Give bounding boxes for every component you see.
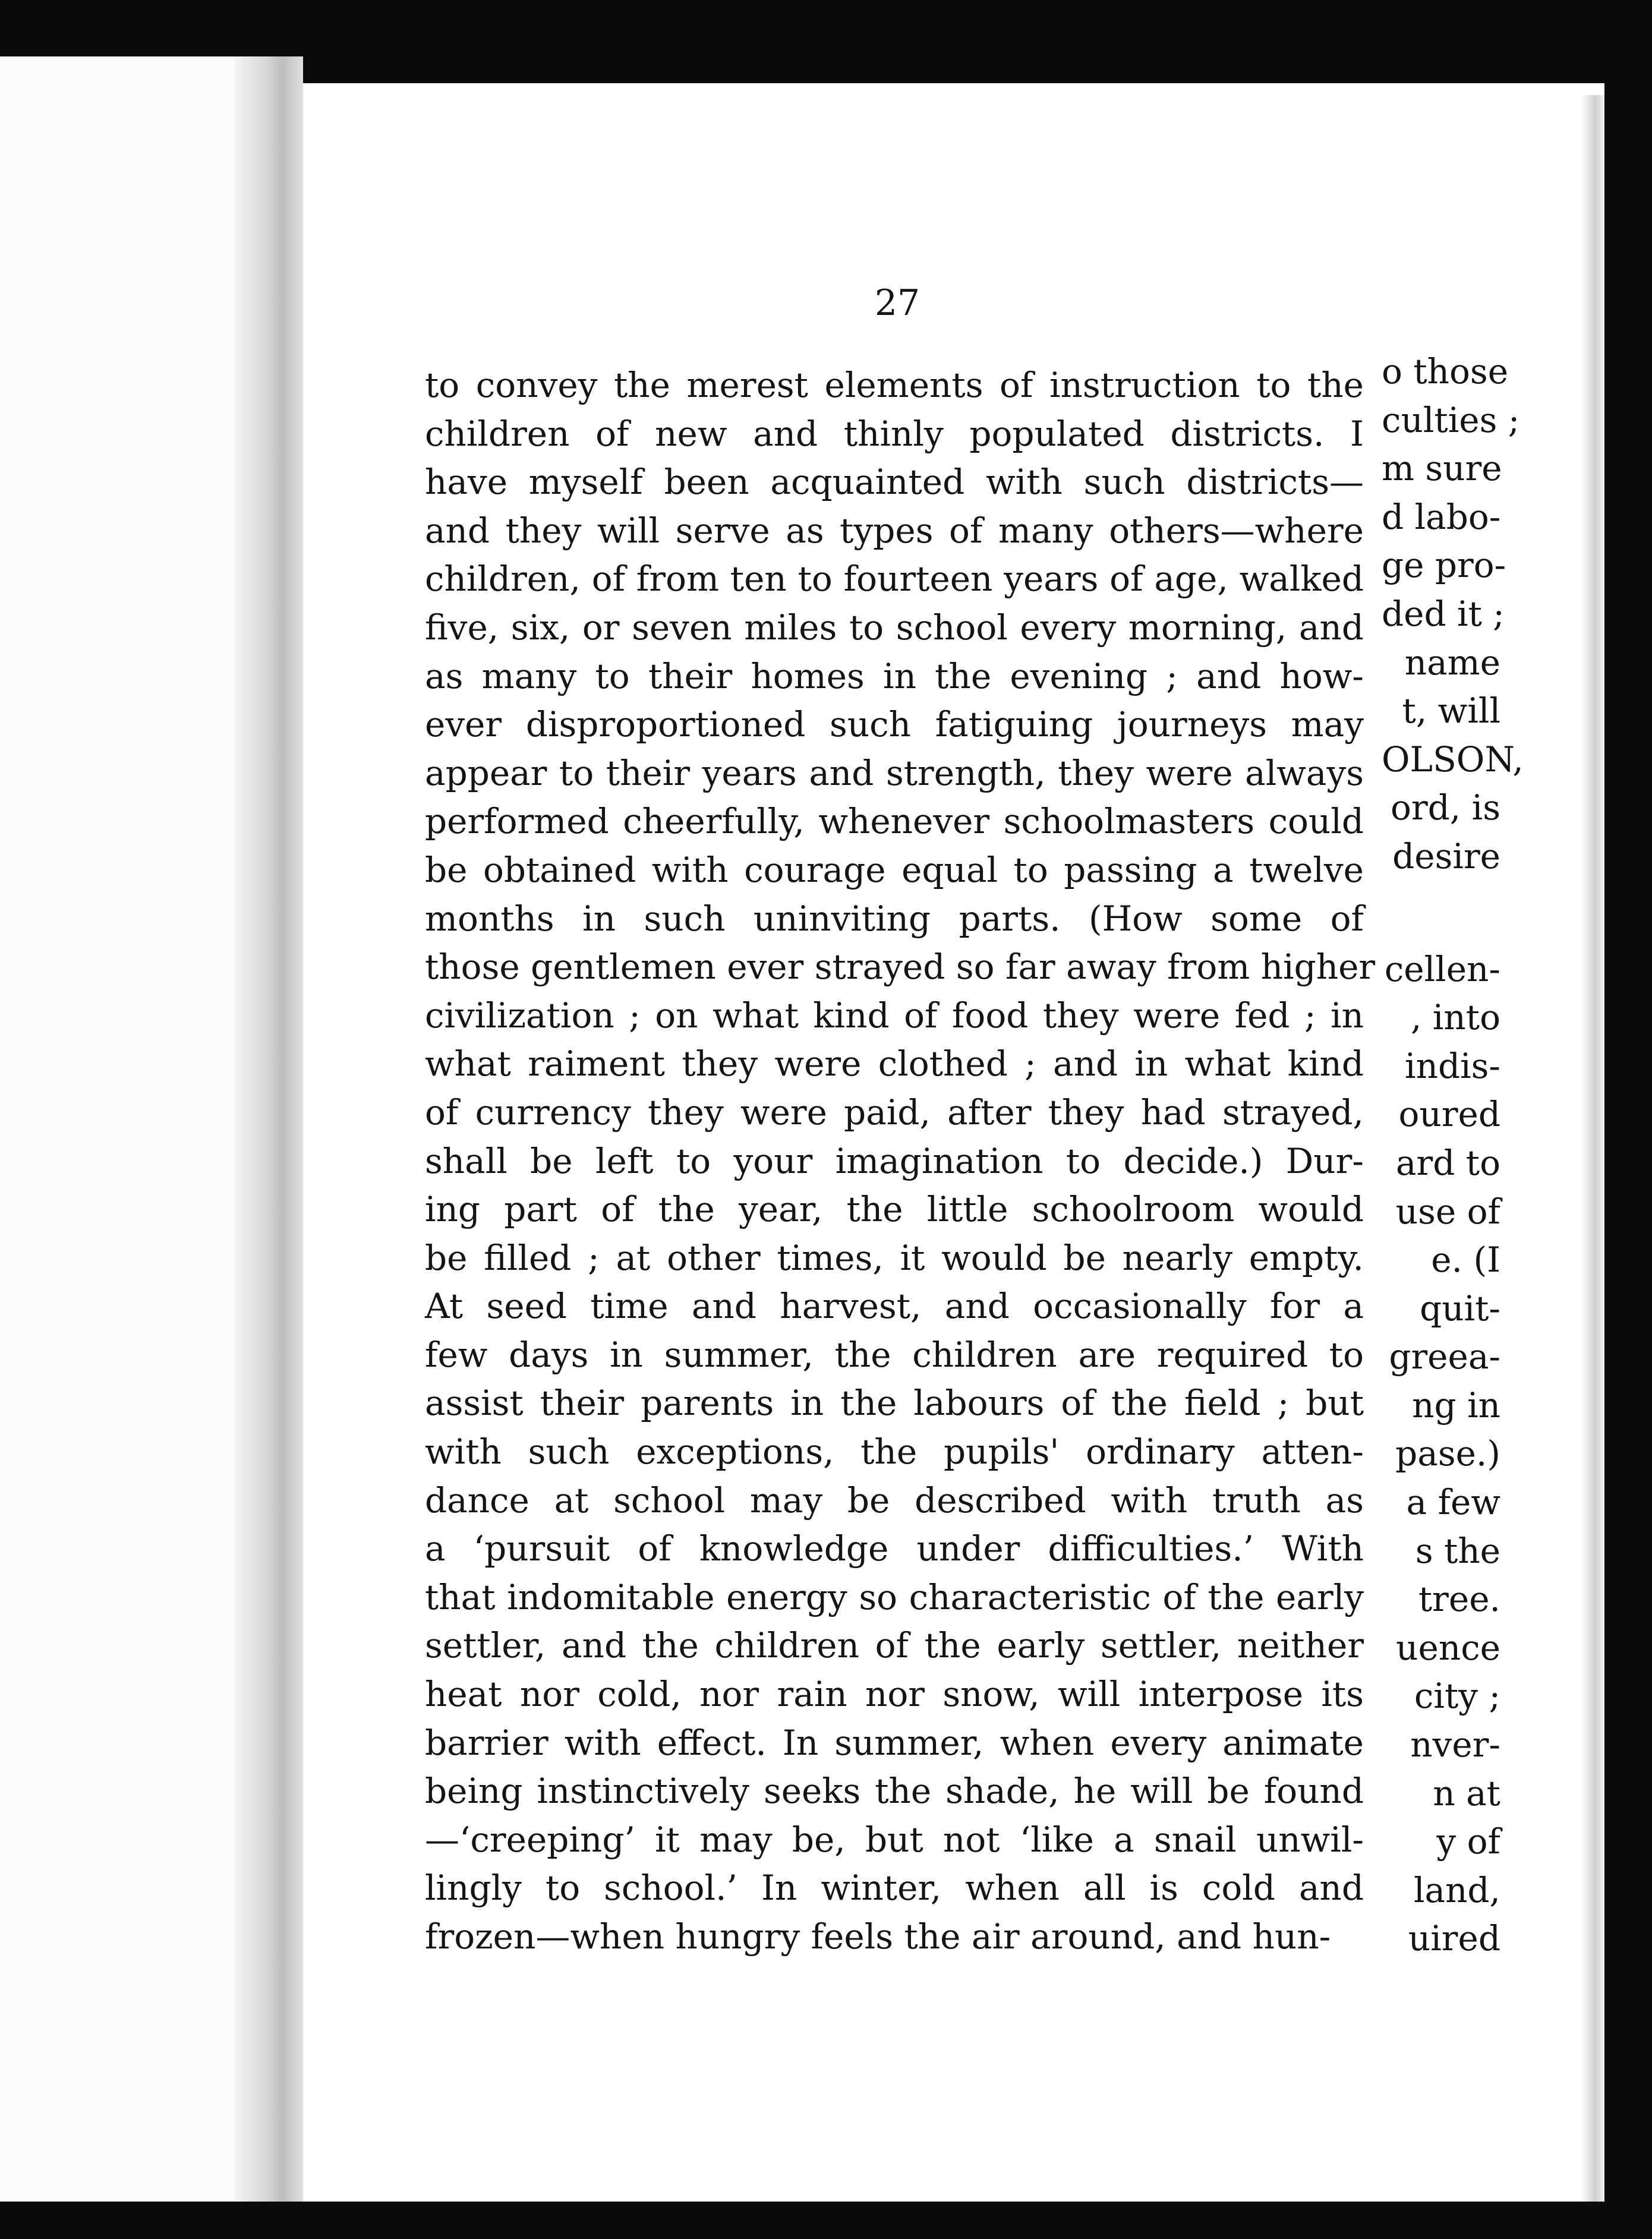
left-fragment: quit- xyxy=(1420,1288,1500,1329)
text-line: barrier with effect. In summer, when every animate xyxy=(425,1722,1364,1763)
left-fragment: ord, is xyxy=(1391,787,1500,828)
text-line: ever disproportioned such fatiguing journeys may xyxy=(425,704,1364,745)
text-line: —‘creeping’ it may be, but not ‘like a snail unwil- xyxy=(425,1819,1364,1860)
text-line: be obtained with courage equal to passing a twelve xyxy=(425,849,1364,890)
left-page-text xyxy=(1382,348,1652,1963)
left-fragment: t, will xyxy=(1402,690,1500,731)
left-fragment: use of xyxy=(1395,1191,1500,1232)
text-line: At seed time and harvest, and occasionally for a xyxy=(425,1286,1364,1327)
page-number: 27 xyxy=(874,282,920,324)
left-fragment: land, xyxy=(1413,1869,1500,1910)
left-fragment: uired xyxy=(1408,1918,1500,1959)
text-line: with such exceptions, the pupils' ordinary atten- xyxy=(425,1431,1364,1472)
left-fragment: ard to xyxy=(1395,1142,1500,1183)
left-fragment: cellen- xyxy=(1384,948,1500,989)
left-fragment: indis- xyxy=(1405,1045,1500,1086)
left-fragment: ded it ; xyxy=(1382,593,1505,634)
left-fragment: city ; xyxy=(1414,1676,1500,1717)
text-line: months in such uninviting parts. (How some of xyxy=(425,898,1364,939)
text-line: be filled ; at other times, it would be nearly empty. xyxy=(425,1237,1364,1278)
text-line: settler, and the children of the early settler, neither xyxy=(425,1625,1364,1666)
left-fragment: desire xyxy=(1392,835,1500,876)
text-line: appear to their years and strength, they were always xyxy=(425,752,1364,793)
left-fragment: OLSON, xyxy=(1382,739,1524,780)
left-fragment: s the xyxy=(1415,1530,1500,1571)
text-line: lingly to school.’ In winter, when all is cold and xyxy=(425,1868,1364,1909)
text-line: ing part of the year, the little schoolroom would xyxy=(425,1189,1364,1230)
left-fragment: d labo- xyxy=(1382,496,1501,537)
left-fragment: o those xyxy=(1382,351,1509,392)
left-fragment-gap xyxy=(1382,881,1652,945)
text-line: few days in summer, the children are required to xyxy=(425,1334,1364,1375)
left-fragment: culties ; xyxy=(1382,399,1520,440)
left-fragment: m sure xyxy=(1382,448,1502,489)
text-line: children of new and thinly populated districts. I xyxy=(425,413,1364,454)
text-line: as many to their homes in the evening ; and how- xyxy=(425,655,1364,696)
text-line: those gentlemen ever strayed so far away from higher xyxy=(425,947,1376,988)
text-line: assist their parents in the labours of the field ; but xyxy=(425,1383,1364,1424)
text-line: that indomitable energy so characteristic of the early xyxy=(425,1576,1364,1617)
left-fragment: , into xyxy=(1410,997,1500,1038)
text-line: of currency they were paid, after they had strayed, xyxy=(425,1092,1364,1133)
left-fragment: oured xyxy=(1398,1094,1500,1135)
text-line: performed cheerfully, whenever schoolmasters could xyxy=(425,801,1364,842)
text-line: and they will serve as types of many others—where xyxy=(425,510,1364,551)
left-fragment: tree. xyxy=(1418,1579,1500,1620)
scan-border xyxy=(0,2202,1652,2239)
left-fragment: n at xyxy=(1433,1773,1500,1814)
text-line: heat nor cold, nor rain nor snow, will interpose its xyxy=(425,1674,1364,1715)
left-fragment: a few xyxy=(1406,1482,1500,1523)
left-fragment: greea- xyxy=(1389,1336,1500,1377)
text-line: five, six, or seven miles to school every morning, and xyxy=(425,607,1364,648)
text-line: a ‘pursuit of knowledge under difficulties.’ With xyxy=(425,1528,1364,1569)
left-fragment: ng in xyxy=(1412,1385,1500,1426)
left-fragment: uence xyxy=(1396,1627,1500,1668)
left-fragment: name xyxy=(1404,642,1500,683)
text-line: frozen—when hungry feels the air around, and hun- xyxy=(425,1916,1331,1957)
text-line: civilization ; on what kind of food they were fed ; in xyxy=(425,995,1364,1036)
text-line: being instinctively seeks the shade, he will be found xyxy=(425,1771,1364,1812)
left-fragment: ge pro- xyxy=(1382,545,1506,586)
left-fragment: y of xyxy=(1436,1821,1500,1862)
text-line: shall be left to your imagination to decide.) Dur- xyxy=(425,1140,1364,1181)
text-line: children, of from ten to fourteen years of age, walked xyxy=(425,559,1364,600)
body-text xyxy=(425,361,1376,1962)
book-gutter xyxy=(235,56,303,2205)
text-line: dance at school may be described with truth as xyxy=(425,1480,1364,1521)
text-line: what raiment they were clothed ; and in what kind xyxy=(425,1043,1364,1084)
left-fragment: nver- xyxy=(1410,1724,1500,1765)
left-fragment: e. (I xyxy=(1431,1240,1500,1281)
text-line: to convey the merest elements of instruction to the xyxy=(425,365,1364,405)
left-fragment: pase.) xyxy=(1395,1433,1500,1474)
left-page xyxy=(0,56,270,2205)
text-line: have myself been acquainted with such districts— xyxy=(425,462,1364,503)
